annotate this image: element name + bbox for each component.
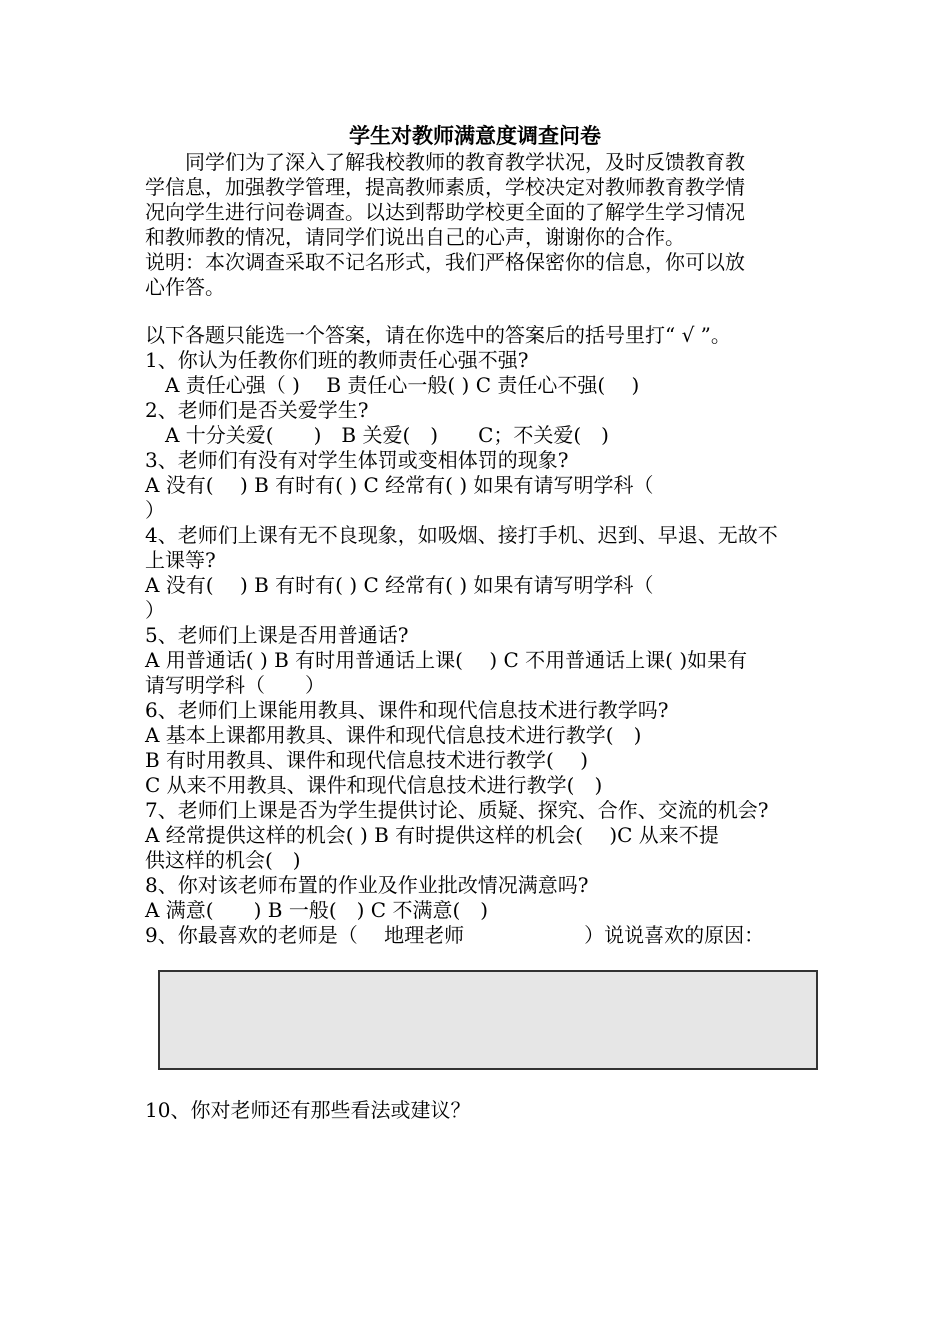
intro-line: 同学们为了深入了解我校教师的教育教学状况，及时反馈教育教 xyxy=(145,150,745,174)
question-9: 9、你最喜欢的老师是（ 地理老师 ）说说喜欢的原因： xyxy=(145,923,765,947)
question-4-cont: 上课等? xyxy=(145,548,216,572)
question-6-option-c: C 从来不用教具、课件和现代信息技术进行教学( ) xyxy=(145,773,603,797)
question-7: 7、老师们上课是否为学生提供讨论、质疑、探究、合作、交流的机会? xyxy=(145,798,769,822)
note-line: 心作答。 xyxy=(145,275,225,299)
question-2-options: A 十分关爱( ) B 关爱( ) C；不关爱( ) xyxy=(145,423,609,447)
question-3-options-end: ） xyxy=(145,498,165,522)
note-line: 说明：本次调查采取不记名形式，我们严格保密你的信息，你可以放 xyxy=(145,250,745,274)
question-4: 4、老师们上课有无不良现象，如吸烟、接打手机、迟到、早退、无故不 xyxy=(145,523,778,547)
question-5-options: A 用普通话( ) B 有时用普通话上课( ) C 不用普通话上课( )如果有 xyxy=(145,648,748,672)
question-6-option-b: B 有时用教具、课件和现代信息技术进行教学( ) xyxy=(145,748,589,772)
intro-line: 况向学生进行问卷调查。以达到帮助学校更全面的了解学生学习情况 xyxy=(145,200,745,224)
question-3: 3、老师们有没有对学生体罚或变相体罚的现象? xyxy=(145,448,569,472)
question-5-options-end: 请写明学科（ ） xyxy=(145,673,325,697)
question-5: 5、老师们上课是否用普通话? xyxy=(145,623,409,647)
question-6-option-a: A 基本上课都用教具、课件和现代信息技术进行教学( ) xyxy=(145,723,642,747)
instruction-text: 以下各题只能选一个答案，请在你选中的答案后的括号里打“ √ ”。 xyxy=(145,323,731,347)
question-1-options: A 责任心强（ ) B 责任心一般( ) C 责任心不强( ) xyxy=(145,373,640,397)
question-8-options: A 满意( ) B 一般( ) C 不满意( ) xyxy=(145,898,489,922)
question-8: 8、你对该老师布置的作业及作业批改情况满意吗? xyxy=(145,873,589,897)
page-title: 学生对教师满意度调查问卷 xyxy=(349,123,601,148)
question-6: 6、老师们上课能用教具、课件和现代信息技术进行教学吗? xyxy=(145,698,669,722)
question-7-options: A 经常提供这样的机会( ) B 有时提供这样的机会( )C 从来不提 xyxy=(145,823,719,847)
question-2: 2、老师们是否关爱学生? xyxy=(145,398,369,422)
intro-line: 学信息，加强教学管理，提高教师素质，学校决定对教师教育教学情 xyxy=(145,175,745,199)
question-10: 10、你对老师还有那些看法或建议？ xyxy=(145,1098,471,1122)
question-4-options: A 没有( ) B 有时有( ) C 经常有( ) 如果有请写明学科（ xyxy=(145,573,654,597)
question-3-options: A 没有( ) B 有时有( ) C 经常有( ) 如果有请写明学科（ xyxy=(145,473,654,497)
answer-box[interactable] xyxy=(158,970,818,1070)
intro-line: 和教师教的情况，请同学们说出自己的心声，谢谢你的合作。 xyxy=(145,225,685,249)
question-4-options-end: ） xyxy=(145,598,165,622)
question-7-options-end: 供这样的机会( ) xyxy=(145,848,301,872)
question-1: 1、你认为任教你们班的教师责任心强不强? xyxy=(145,348,529,372)
